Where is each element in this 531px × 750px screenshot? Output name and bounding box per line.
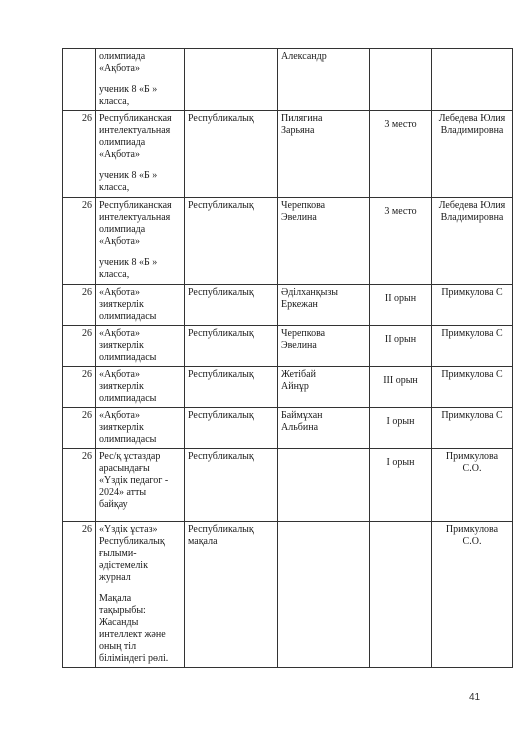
cell-teacher: [432, 285, 513, 326]
level-text: Республикалық: [188, 287, 254, 298]
cell-student: [278, 285, 370, 326]
cell-teacher: [432, 408, 513, 449]
row-number: 26: [82, 200, 92, 211]
table-row: [63, 408, 513, 449]
cell-text-line: Жетібай: [281, 369, 316, 380]
page-number: 41: [469, 692, 481, 703]
cell-text-line: Лебедева Юлия: [438, 113, 506, 124]
cell-place: [370, 326, 432, 367]
cell-level: [185, 198, 278, 285]
cell-place: [370, 449, 432, 522]
cell-text-line: Әділханқызы: [281, 287, 338, 298]
cell-text-line: Баймұхан: [281, 410, 323, 421]
cell-student: [278, 367, 370, 408]
cell-event-name: [96, 49, 185, 111]
level-text: Республикалық: [188, 410, 254, 421]
table-row: [63, 449, 513, 522]
cell-text-line: ученик 8 «Б »: [99, 84, 158, 95]
row-number: 26: [82, 524, 92, 535]
table-row: [63, 198, 513, 285]
level-text: Республикалық мақала: [188, 524, 254, 547]
row-number: 26: [82, 113, 92, 124]
place-text: III орын: [383, 375, 418, 386]
row-number: 26: [82, 287, 92, 298]
cell-student: [278, 49, 370, 111]
cell-text-line: Пилягина: [281, 113, 323, 124]
cell-student: [278, 408, 370, 449]
cell-text-line: олимпиада: [99, 51, 146, 62]
cell-text-line: «Ақбота»: [99, 410, 140, 421]
cell-text-line: зияткерлік: [99, 340, 144, 351]
cell-text-line: Республиканская: [99, 113, 172, 124]
table-row: [63, 111, 513, 198]
cell-text-line: ученик 8 «Б »: [99, 257, 158, 268]
cell-text-line: Владимировна: [440, 212, 504, 223]
cell-teacher: [432, 326, 513, 367]
place-text: 3 место: [384, 206, 417, 217]
cell-text-line: Черепкова: [281, 328, 326, 339]
cell-level: [185, 408, 278, 449]
place-text: II орын: [384, 334, 417, 345]
cell-text-line: Альбина: [281, 422, 319, 433]
cell-number: [63, 449, 96, 522]
cell-text-line: Лебедева Юлия: [438, 200, 506, 211]
row-number: 26: [82, 410, 92, 421]
table-row: [63, 522, 513, 668]
cell-text-line: «Ақбота»: [99, 287, 140, 298]
cell-text-line: С.О.: [462, 463, 482, 474]
cell-text-line: тақырыбы:: [99, 605, 146, 616]
cell-event-name: [96, 522, 185, 668]
cell-text-line: «Ақбота»: [99, 149, 140, 160]
cell-teacher: [432, 522, 513, 668]
cell-event-name: [96, 449, 185, 522]
cell-text-line: класса,: [99, 182, 130, 193]
cell-student: [278, 111, 370, 198]
table-row: [63, 367, 513, 408]
cell-place: [370, 111, 432, 198]
place-text: I орын: [386, 457, 415, 468]
cell-text-line: интелектуальная: [99, 212, 171, 223]
level-text: Республикалық: [188, 369, 254, 380]
cell-text-line: класса,: [99, 96, 130, 107]
cell-text-line: «Ақбота»: [99, 369, 140, 380]
table-row: [63, 285, 513, 326]
cell-teacher: [432, 449, 513, 522]
cell-teacher: [432, 49, 513, 111]
level-text: Республикалық: [188, 113, 254, 124]
cell-text-line: Примкулова: [445, 524, 499, 535]
place-text: II орын: [384, 293, 417, 304]
cell-text-line: Айнұр: [281, 381, 309, 392]
cell-teacher: [432, 198, 513, 285]
place-text: I орын: [386, 416, 415, 427]
cell-text-line: Республиканская: [99, 200, 172, 211]
level-text: Республикалық: [188, 200, 254, 211]
cell-text-line: олимпиадасы: [99, 434, 157, 445]
cell-student: [278, 326, 370, 367]
cell-number: [63, 198, 96, 285]
awards-table-body: [63, 49, 513, 668]
cell-text-line: Еркежан: [281, 299, 318, 310]
cell-text-line: олимпиадасы: [99, 311, 157, 322]
cell-number: [63, 522, 96, 668]
cell-text-line: интеллект және: [99, 629, 166, 640]
cell-text-line: зияткерлік: [99, 422, 144, 433]
cell-level: [185, 285, 278, 326]
cell-text-line: Зарьяна: [281, 125, 315, 136]
cell-text-line: «Үздік ұстаз»: [99, 524, 158, 535]
cell-text-line: олимпиада: [99, 137, 146, 148]
cell-event-name: [96, 408, 185, 449]
cell-number: [63, 111, 96, 198]
cell-text-line: класса,: [99, 269, 130, 280]
cell-text-line: Рес/қ ұстаздар: [99, 451, 161, 462]
cell-text-line: зияткерлік: [99, 299, 144, 310]
cell-level: [185, 367, 278, 408]
cell-text-line: Примкулова С: [441, 410, 503, 421]
cell-event-name: [96, 326, 185, 367]
cell-text-line: «Үздік педагог -: [99, 475, 169, 486]
cell-student: [278, 198, 370, 285]
cell-event-name: [96, 285, 185, 326]
cell-text-line: Примкулова С: [441, 328, 503, 339]
cell-text-line: Жасанды: [99, 617, 139, 628]
cell-event-name: [96, 198, 185, 285]
cell-level: [185, 111, 278, 198]
cell-text-line: Александр: [281, 51, 327, 62]
cell-text-line: Примкулова С: [441, 287, 503, 298]
cell-level: [185, 522, 278, 668]
cell-text-line: Владимировна: [440, 125, 504, 136]
cell-text-line: Эвелина: [281, 340, 317, 351]
awards-table: [62, 48, 513, 668]
place-text: 3 место: [384, 119, 417, 130]
cell-number: [63, 49, 96, 111]
table-row: [63, 49, 513, 111]
cell-student: [278, 449, 370, 522]
cell-text-line: С.О.: [462, 536, 482, 547]
level-text: Республикалық: [188, 328, 254, 339]
cell-place: [370, 285, 432, 326]
row-number: 26: [82, 328, 92, 339]
cell-text-line: «Ақбота»: [99, 328, 140, 339]
cell-level: [185, 49, 278, 111]
cell-text-line: интелектуальная: [99, 125, 171, 136]
level-text: Республикалық: [188, 451, 254, 462]
cell-text-line: оның тіл: [99, 641, 137, 652]
cell-text-line: Республикалық: [99, 536, 165, 547]
cell-number: [63, 326, 96, 367]
cell-text-line: олимпиадасы: [99, 352, 157, 363]
row-number: 26: [82, 369, 92, 380]
cell-text-line: «Ақбота»: [99, 236, 140, 247]
cell-text-line: Черепкова: [281, 200, 326, 211]
cell-event-name: [96, 367, 185, 408]
cell-text-line: 2024» атты: [99, 487, 147, 498]
cell-number: [63, 367, 96, 408]
cell-text-line: «Ақбота»: [99, 63, 140, 74]
cell-text-line: олимпиадасы: [99, 393, 157, 404]
cell-text-line: ученик 8 «Б »: [99, 170, 158, 181]
cell-text-line: байқау: [99, 499, 128, 510]
cell-place: [370, 198, 432, 285]
cell-event-name: [96, 111, 185, 198]
cell-text-line: біліміндегі рөлі.: [99, 653, 169, 664]
cell-teacher: [432, 111, 513, 198]
cell-text-line: Эвелина: [281, 212, 317, 223]
cell-text-line: зияткерлік: [99, 381, 144, 392]
cell-text-line: Мақала: [99, 593, 132, 604]
cell-number: [63, 285, 96, 326]
cell-teacher: [432, 367, 513, 408]
cell-text-line: Примкулова С: [441, 369, 503, 380]
cell-place: [370, 367, 432, 408]
cell-level: [185, 449, 278, 522]
cell-place: [370, 522, 432, 668]
cell-text-line: Примкулова: [445, 451, 499, 462]
row-number: 26: [82, 451, 92, 462]
cell-place: [370, 408, 432, 449]
cell-text-line: журнал: [99, 572, 131, 583]
cell-number: [63, 408, 96, 449]
cell-text-line: әдістемелік: [99, 560, 148, 571]
table-row: [63, 326, 513, 367]
cell-student: [278, 522, 370, 668]
cell-text-line: арасындағы: [99, 463, 150, 474]
cell-level: [185, 326, 278, 367]
cell-text-line: ғылыми-: [99, 548, 137, 559]
cell-text-line: олимпиада: [99, 224, 146, 235]
cell-place: [370, 49, 432, 111]
